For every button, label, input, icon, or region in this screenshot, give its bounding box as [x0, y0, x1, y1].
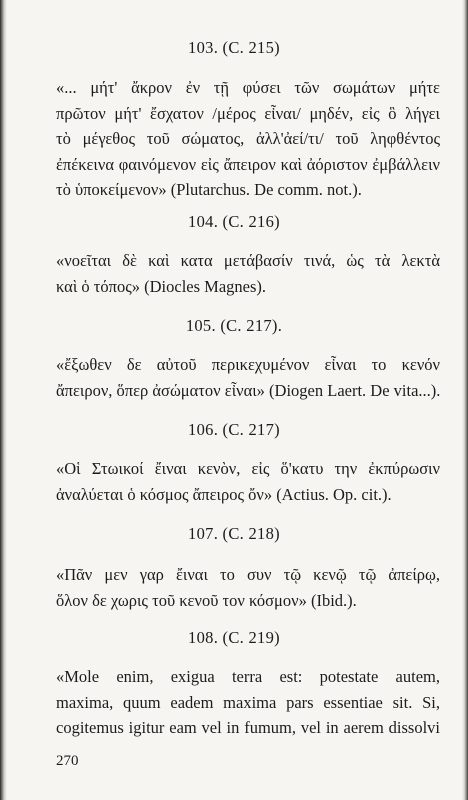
entry-heading: 105. (C. 217). [185, 316, 283, 335]
text-line: «... μήτ' ἄκρον ἐν τῇ φύσει τῶν σωμάτων μήτε [56, 78, 440, 97]
entry-text [56, 562, 440, 613]
text-line: ὅλον δε χωρις τοῦ κενοῦ τον κόσμον» (Ibid.). [56, 590, 357, 610]
entry-text [56, 248, 440, 299]
text-line: ἄπειρον, ὅπερ ἀσώματον εἶναι» (Diogen Laert. De vita...). [56, 380, 441, 400]
text-line: ἐπέκεινα φαινόμενον εἰς ἄπειρον καὶ ἀόριστον ἐμβάλλειν [56, 154, 440, 174]
entry-heading: 108. (C. 219) [188, 628, 280, 647]
entry-text [56, 456, 440, 507]
text-line: «Mole enim, exigua terra est: potestate autem, [56, 667, 440, 686]
text-line: maxima, quum eadem maxima pars essentiae sit. Si, [56, 692, 440, 712]
page-edge-right [462, 0, 468, 800]
text-line: «Πᾶν μεν γαρ ἔιναι το συν τῷ κενῷ τῷ ἀπείρῳ, [56, 565, 440, 584]
entry-text [56, 352, 440, 403]
page-number: 270 [56, 753, 79, 769]
text-line: καὶ ὁ τόπος» (Diocles Magnes). [56, 276, 267, 296]
text-line: «ἔξωθεν δε αὐτοῦ περικεχυμένον εἶναι το κενόν [56, 355, 440, 374]
text-line: τὸ μέγεθος τοῦ σώματος, ἀλλ'ἀεί/τι/ τοῦ ληφθέντος [56, 129, 440, 148]
entry-heading: 106. (C. 217) [188, 420, 280, 439]
page-edge-left [0, 0, 7, 800]
text-line: «Οἱ Στωικοί ἔιναι κενὸν, εἰς ὅ'κατυ την ἐκπύρωσιν [56, 459, 440, 478]
entry-heading: 103. (C. 215) [188, 38, 280, 57]
entry-text [56, 75, 440, 203]
entry-text [56, 664, 440, 741]
entry-heading: 107. (C. 218) [188, 524, 280, 543]
text-line: cogitemus igitur eam vel in fumum, vel in aerem dissolvi [56, 718, 440, 737]
text-line: «νοεῖται δὲ καὶ κατα μετάβασίν τινά, ὡς τὰ λεκτὰ [56, 251, 440, 270]
text-line: πρῶτον μήτ' ἔσχατον /μέρος εἶναι/ μηδέν, εἰς ὃ λήγει [56, 103, 440, 123]
text-line: ἀναλύεται ὁ κόσμος ἄπειρος ὄν» (Actius. Op. cit.). [56, 484, 392, 504]
text-line: τὸ ὑποκείμενον» (Plutarchus. De comm. not.). [56, 180, 362, 199]
entry-heading: 104. (C. 216) [188, 212, 280, 231]
